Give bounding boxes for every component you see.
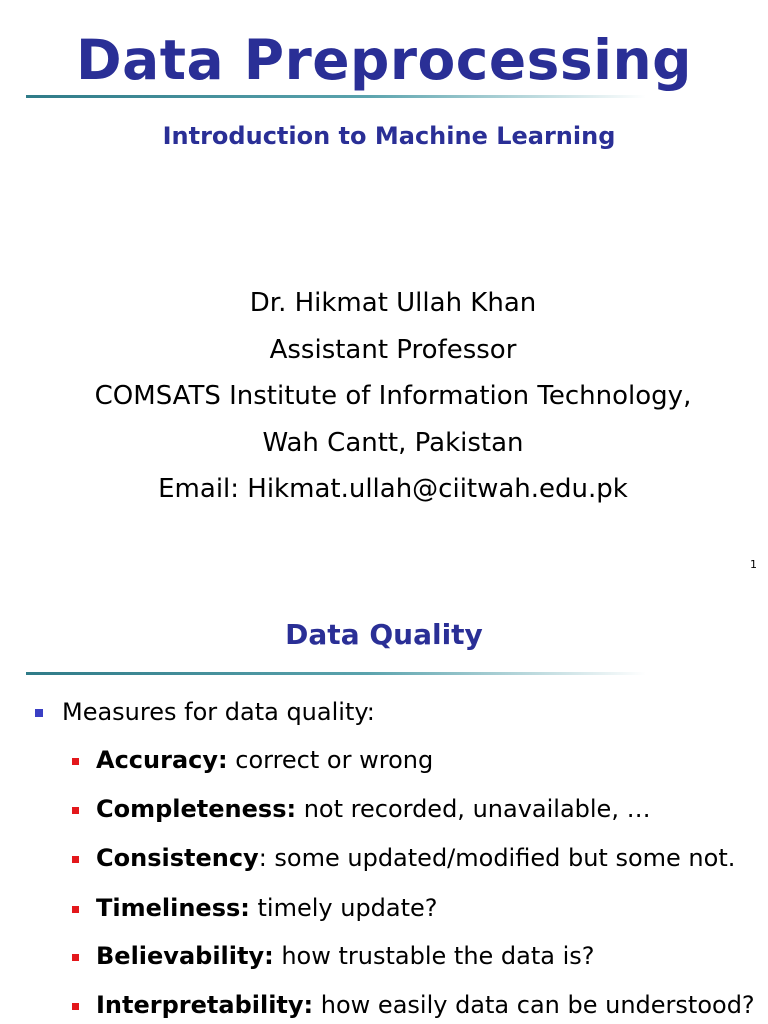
author-block — [0, 280, 768, 513]
measure-term: Consistency — [96, 844, 259, 872]
measure-desc: timely update? — [249, 894, 438, 922]
measure-term: Timeliness: — [96, 894, 250, 922]
slide-title: Data Quality — [285, 618, 483, 651]
square-bullet-icon — [72, 807, 79, 814]
measure-term: Believability: — [96, 942, 274, 970]
title-divider — [26, 95, 646, 98]
measure-desc: how trustable the data is? — [273, 942, 595, 970]
author-email: Email: Hikmat.ullah@ciitwah.edu.pk — [158, 474, 628, 504]
measure-term: Accuracy: — [96, 746, 228, 774]
slide-title: Data Preprocessing — [75, 28, 693, 92]
measure-term: Interpretability: — [96, 991, 314, 1019]
list-item: Measures for data quality: — [62, 698, 375, 726]
square-bullet-icon — [72, 758, 79, 765]
author-title: Assistant Professor — [269, 334, 517, 365]
title-divider — [26, 672, 646, 675]
square-bullet-icon — [72, 856, 79, 863]
square-bullet-icon — [72, 954, 79, 961]
list-item — [96, 746, 433, 774]
list-item — [96, 894, 438, 922]
square-bullet-icon — [72, 906, 79, 913]
list-item — [96, 991, 755, 1019]
author-name: Dr. Hikmat Ullah Khan — [249, 288, 537, 318]
page-number: 1 — [750, 558, 757, 571]
list-item — [96, 844, 735, 872]
measure-desc: : some updated/modified but some not. — [258, 844, 736, 872]
list-item — [96, 942, 595, 970]
square-bullet-icon — [35, 709, 43, 717]
slide-2 — [0, 580, 768, 1024]
list-item — [96, 795, 651, 823]
slide-subtitle: Introduction to Machine Learning — [162, 122, 616, 150]
author-location: Wah Cantt, Pakistan — [262, 427, 524, 458]
measure-desc: correct or wrong — [227, 746, 434, 774]
measure-desc: how easily data can be understood? — [313, 991, 755, 1019]
measure-term: Completeness: — [96, 795, 297, 823]
author-institution: COMSATS Institute of Information Technology, — [94, 381, 692, 411]
measure-desc: not recorded, unavailable, … — [296, 795, 651, 823]
square-bullet-icon — [72, 1003, 79, 1010]
